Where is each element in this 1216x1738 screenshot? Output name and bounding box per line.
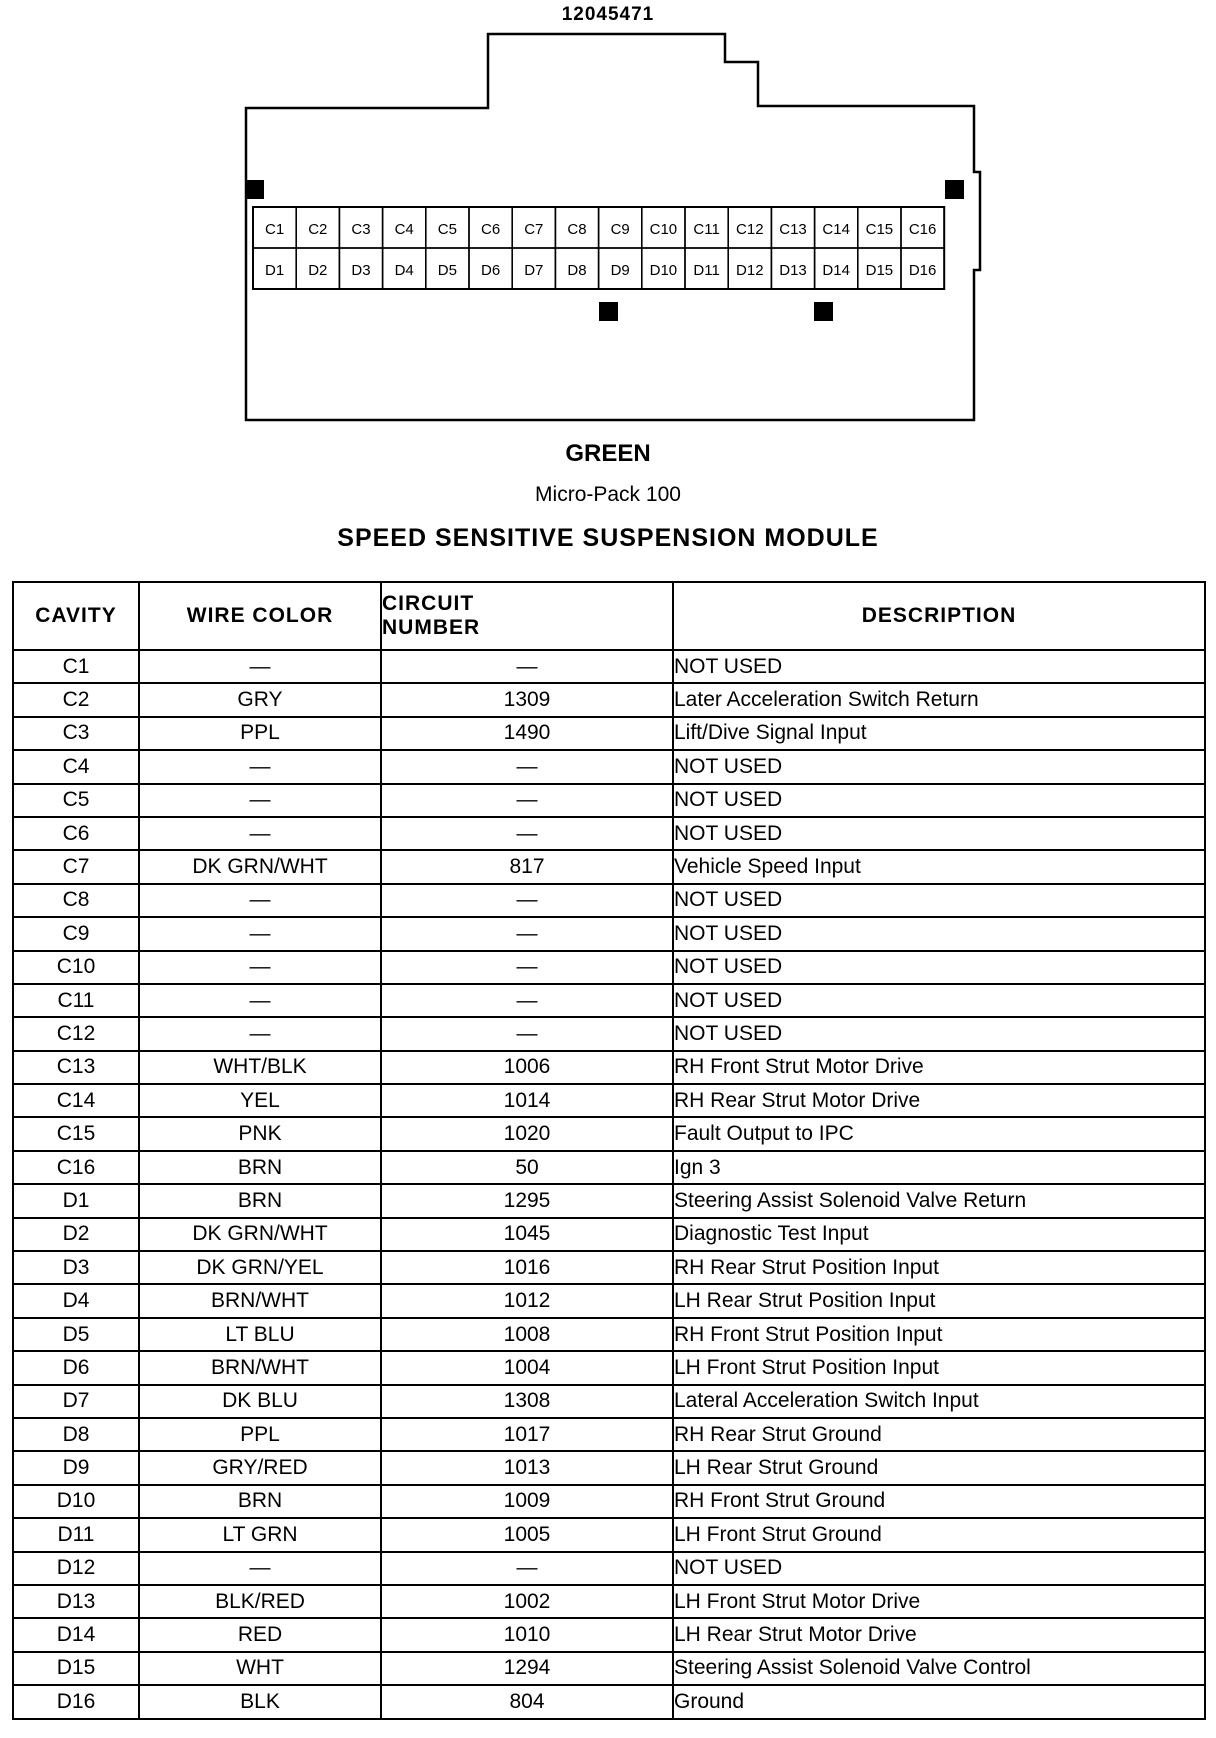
cell-wire-color: BLK/RED bbox=[139, 1585, 381, 1618]
cavity-label: C4 bbox=[394, 221, 414, 238]
table-row bbox=[13, 1418, 1205, 1451]
table-row bbox=[13, 884, 1205, 917]
cell-circuit-number: — bbox=[381, 984, 673, 1017]
cell-wire-color: WHT bbox=[139, 1652, 381, 1685]
cell-cavity: C2 bbox=[13, 683, 139, 716]
cell-cavity: D6 bbox=[13, 1351, 139, 1384]
cell-circuit-number: 1010 bbox=[381, 1618, 673, 1651]
cell-description: NOT USED bbox=[673, 984, 1205, 1017]
keying-post-top-left bbox=[245, 180, 264, 199]
table-row bbox=[13, 917, 1205, 950]
table-row bbox=[13, 650, 1205, 683]
cavity-label: D16 bbox=[908, 262, 937, 279]
table-row bbox=[13, 1318, 1205, 1351]
cell-circuit-number: 1002 bbox=[381, 1585, 673, 1618]
cavity-label: C3 bbox=[351, 221, 371, 238]
table-row bbox=[13, 1184, 1205, 1217]
cell-description: LH Rear Strut Ground bbox=[673, 1451, 1205, 1484]
cell-cavity: D9 bbox=[13, 1451, 139, 1484]
cell-wire-color: — bbox=[139, 984, 381, 1017]
cavity-label: C7 bbox=[524, 221, 544, 238]
cavity-label: C12 bbox=[736, 221, 764, 238]
cell-description: NOT USED bbox=[673, 951, 1205, 984]
cell-description: Lateral Acceleration Switch Input bbox=[673, 1385, 1205, 1418]
cell-circuit-number: — bbox=[381, 951, 673, 984]
cell-cavity: C5 bbox=[13, 784, 139, 817]
cell-wire-color: DK GRN/YEL bbox=[139, 1251, 381, 1284]
table-row bbox=[13, 683, 1205, 716]
table-row bbox=[13, 1618, 1205, 1651]
cell-description: NOT USED bbox=[673, 917, 1205, 950]
pinout-table bbox=[12, 581, 1206, 1720]
header-wire-color: WIRE COLOR bbox=[139, 582, 381, 650]
cell-description: RH Rear Strut Ground bbox=[673, 1418, 1205, 1451]
cell-description: Ign 3 bbox=[673, 1151, 1205, 1184]
cell-wire-color: — bbox=[139, 750, 381, 783]
cavity-label: D8 bbox=[567, 262, 587, 279]
cell-description: Ground bbox=[673, 1685, 1205, 1718]
keying-post-top-right bbox=[945, 180, 964, 199]
cell-circuit-number: — bbox=[381, 1552, 673, 1585]
cell-circuit-number: 1309 bbox=[381, 683, 673, 716]
table-row bbox=[13, 1051, 1205, 1084]
table-row bbox=[13, 1585, 1205, 1618]
cell-circuit-number: 1004 bbox=[381, 1351, 673, 1384]
table-row bbox=[13, 750, 1205, 783]
header-description: DESCRIPTION bbox=[673, 582, 1205, 650]
cell-circuit-number: 1006 bbox=[381, 1051, 673, 1084]
cavity-label: C2 bbox=[308, 221, 328, 238]
cell-wire-color: BRN bbox=[139, 1151, 381, 1184]
cell-circuit-number: 1009 bbox=[381, 1485, 673, 1518]
cell-description: RH Front Strut Position Input bbox=[673, 1318, 1205, 1351]
table-row bbox=[13, 1351, 1205, 1384]
cavity-label: C9 bbox=[610, 221, 630, 238]
cell-cavity: C16 bbox=[13, 1151, 139, 1184]
cell-cavity: C14 bbox=[13, 1084, 139, 1117]
table-row bbox=[13, 1485, 1205, 1518]
cell-wire-color: BRN/WHT bbox=[139, 1284, 381, 1317]
cavity-label: C1 bbox=[265, 221, 285, 238]
cell-description: LH Front Strut Motor Drive bbox=[673, 1585, 1205, 1618]
cell-wire-color: BLK bbox=[139, 1685, 381, 1718]
cell-cavity: D1 bbox=[13, 1184, 139, 1217]
cell-wire-color: — bbox=[139, 650, 381, 683]
table-row bbox=[13, 951, 1205, 984]
cell-cavity: C13 bbox=[13, 1051, 139, 1084]
cell-wire-color: BRN/WHT bbox=[139, 1351, 381, 1384]
cell-description: RH Rear Strut Position Input bbox=[673, 1251, 1205, 1284]
keying-post-bottom-right bbox=[814, 302, 833, 321]
cavity-label: C14 bbox=[822, 221, 850, 238]
cell-circuit-number: 1012 bbox=[381, 1284, 673, 1317]
table-row bbox=[13, 1385, 1205, 1418]
cell-cavity: D3 bbox=[13, 1251, 139, 1284]
cavity-label: C11 bbox=[693, 221, 720, 238]
cell-description: Steering Assist Solenoid Valve Control bbox=[673, 1652, 1205, 1685]
header-circuit-number: CIRCUIT NUMBER bbox=[381, 582, 673, 650]
table-row bbox=[13, 984, 1205, 1017]
cell-circuit-number: 1013 bbox=[381, 1451, 673, 1484]
cell-cavity: C6 bbox=[13, 817, 139, 850]
cell-cavity: D2 bbox=[13, 1218, 139, 1251]
cavity-label: D14 bbox=[822, 262, 850, 279]
cell-circuit-number: 1014 bbox=[381, 1084, 673, 1117]
cell-wire-color: — bbox=[139, 1017, 381, 1050]
cell-circuit-number: 1294 bbox=[381, 1652, 673, 1685]
cell-wire-color: PNK bbox=[139, 1117, 381, 1150]
cell-circuit-number: — bbox=[381, 817, 673, 850]
cell-wire-color: PPL bbox=[139, 717, 381, 750]
keying-post-bottom-left bbox=[599, 302, 618, 321]
cell-wire-color: RED bbox=[139, 1618, 381, 1651]
cell-description: NOT USED bbox=[673, 650, 1205, 683]
table-row bbox=[13, 1652, 1205, 1685]
cell-cavity: D4 bbox=[13, 1284, 139, 1317]
cell-circuit-number: 1017 bbox=[381, 1418, 673, 1451]
cell-circuit-number: 1308 bbox=[381, 1385, 673, 1418]
cell-cavity: D11 bbox=[13, 1518, 139, 1551]
cell-cavity: C10 bbox=[13, 951, 139, 984]
cell-wire-color: — bbox=[139, 1552, 381, 1585]
cell-wire-color: DK BLU bbox=[139, 1385, 381, 1418]
cavity-grid bbox=[253, 207, 944, 289]
cavity-label: D10 bbox=[649, 262, 678, 279]
cell-cavity: C15 bbox=[13, 1117, 139, 1150]
cell-cavity: D12 bbox=[13, 1552, 139, 1585]
cell-description: Diagnostic Test Input bbox=[673, 1218, 1205, 1251]
table-row bbox=[13, 1117, 1205, 1150]
cell-description: RH Front Strut Ground bbox=[673, 1485, 1205, 1518]
table-row bbox=[13, 1017, 1205, 1050]
cell-description: NOT USED bbox=[673, 817, 1205, 850]
table-row bbox=[13, 1284, 1205, 1317]
table-row bbox=[13, 1552, 1205, 1585]
cell-description: NOT USED bbox=[673, 750, 1205, 783]
cell-description: NOT USED bbox=[673, 1552, 1205, 1585]
cell-circuit-number: — bbox=[381, 750, 673, 783]
cell-description: LH Front Strut Position Input bbox=[673, 1351, 1205, 1384]
cell-description: Lift/Dive Signal Input bbox=[673, 717, 1205, 750]
cell-circuit-number: 1008 bbox=[381, 1318, 673, 1351]
cell-circuit-number: — bbox=[381, 884, 673, 917]
cell-cavity: D8 bbox=[13, 1418, 139, 1451]
cell-circuit-number: 1020 bbox=[381, 1117, 673, 1150]
cell-cavity: C12 bbox=[13, 1017, 139, 1050]
cell-cavity: D14 bbox=[13, 1618, 139, 1651]
table-header-row bbox=[13, 582, 1205, 650]
cavity-label: D4 bbox=[394, 262, 414, 279]
table-row bbox=[13, 1251, 1205, 1284]
cell-description: RH Front Strut Motor Drive bbox=[673, 1051, 1205, 1084]
cell-circuit-number: 1295 bbox=[381, 1184, 673, 1217]
header-cavity: CAVITY bbox=[13, 582, 139, 650]
cell-wire-color: GRY bbox=[139, 683, 381, 716]
connector-type: Micro-Pack 100 bbox=[535, 483, 681, 506]
cell-description: Fault Output to IPC bbox=[673, 1117, 1205, 1150]
cell-cavity: D7 bbox=[13, 1385, 139, 1418]
cell-cavity: C4 bbox=[13, 750, 139, 783]
connector-color: GREEN bbox=[565, 440, 651, 467]
cavity-label: D12 bbox=[736, 262, 764, 279]
cell-cavity: D10 bbox=[13, 1485, 139, 1518]
cavity-label: D5 bbox=[437, 262, 457, 279]
cell-wire-color: — bbox=[139, 951, 381, 984]
cell-wire-color: — bbox=[139, 817, 381, 850]
connector-face-diagram bbox=[0, 0, 1216, 440]
cavity-label: D6 bbox=[481, 262, 501, 279]
table-row bbox=[13, 1084, 1205, 1117]
cavity-label: C16 bbox=[908, 221, 937, 238]
cell-cavity: C9 bbox=[13, 917, 139, 950]
cell-description: NOT USED bbox=[673, 1017, 1205, 1050]
table-row bbox=[13, 1151, 1205, 1184]
cell-circuit-number: — bbox=[381, 784, 673, 817]
table-row bbox=[13, 1451, 1205, 1484]
cell-wire-color: GRY/RED bbox=[139, 1451, 381, 1484]
cavity-label: D2 bbox=[308, 262, 328, 279]
cell-circuit-number: 817 bbox=[381, 850, 673, 883]
cell-wire-color: DK GRN/WHT bbox=[139, 1218, 381, 1251]
cell-description: Steering Assist Solenoid Valve Return bbox=[673, 1184, 1205, 1217]
cell-description: Vehicle Speed Input bbox=[673, 850, 1205, 883]
cell-cavity: D5 bbox=[13, 1318, 139, 1351]
module-title: SPEED SENSITIVE SUSPENSION MODULE bbox=[337, 524, 879, 552]
table-row bbox=[13, 784, 1205, 817]
cavity-label: C5 bbox=[437, 221, 457, 238]
cell-description: RH Rear Strut Motor Drive bbox=[673, 1084, 1205, 1117]
cell-circuit-number: — bbox=[381, 650, 673, 683]
cell-wire-color: LT GRN bbox=[139, 1518, 381, 1551]
cell-wire-color: LT BLU bbox=[139, 1318, 381, 1351]
cell-circuit-number: 1005 bbox=[381, 1518, 673, 1551]
cavity-label: D15 bbox=[865, 262, 894, 279]
table-row bbox=[13, 850, 1205, 883]
cell-cavity: D13 bbox=[13, 1585, 139, 1618]
cell-wire-color: PPL bbox=[139, 1418, 381, 1451]
table-row bbox=[13, 717, 1205, 750]
cavity-label: D1 bbox=[265, 262, 285, 279]
cell-cavity: C3 bbox=[13, 717, 139, 750]
table-row bbox=[13, 1518, 1205, 1551]
cell-circuit-number: 50 bbox=[381, 1151, 673, 1184]
cell-circuit-number: — bbox=[381, 1017, 673, 1050]
cell-description: LH Rear Strut Position Input bbox=[673, 1284, 1205, 1317]
cell-circuit-number: 804 bbox=[381, 1685, 673, 1718]
cavity-label: D11 bbox=[693, 262, 720, 279]
cell-wire-color: DK GRN/WHT bbox=[139, 850, 381, 883]
cell-wire-color: BRN bbox=[139, 1184, 381, 1217]
table-row bbox=[13, 817, 1205, 850]
table-row bbox=[13, 1685, 1205, 1718]
cell-cavity: D15 bbox=[13, 1652, 139, 1685]
cell-wire-color: WHT/BLK bbox=[139, 1051, 381, 1084]
cell-cavity: C8 bbox=[13, 884, 139, 917]
cavity-label: D9 bbox=[610, 262, 630, 279]
cell-circuit-number: 1490 bbox=[381, 717, 673, 750]
cell-cavity: D16 bbox=[13, 1685, 139, 1718]
cavity-label: C13 bbox=[779, 221, 807, 238]
cell-description: LH Front Strut Ground bbox=[673, 1518, 1205, 1551]
cell-description: LH Rear Strut Motor Drive bbox=[673, 1618, 1205, 1651]
cavity-label: C8 bbox=[567, 221, 587, 238]
cell-description: NOT USED bbox=[673, 784, 1205, 817]
cell-wire-color: BRN bbox=[139, 1485, 381, 1518]
cavity-label: D7 bbox=[524, 262, 544, 279]
cell-description: NOT USED bbox=[673, 884, 1205, 917]
cavity-label: D3 bbox=[351, 262, 371, 279]
cell-wire-color: YEL bbox=[139, 1084, 381, 1117]
cell-circuit-number: 1016 bbox=[381, 1251, 673, 1284]
cavity-label: C10 bbox=[649, 221, 678, 238]
cell-description: Later Acceleration Switch Return bbox=[673, 683, 1205, 716]
cell-cavity: C1 bbox=[13, 650, 139, 683]
cell-circuit-number: — bbox=[381, 917, 673, 950]
cavity-label: C6 bbox=[481, 221, 501, 238]
cell-wire-color: — bbox=[139, 884, 381, 917]
cell-wire-color: — bbox=[139, 784, 381, 817]
cell-circuit-number: 1045 bbox=[381, 1218, 673, 1251]
cell-cavity: C11 bbox=[13, 984, 139, 1017]
table-row bbox=[13, 1218, 1205, 1251]
cell-cavity: C7 bbox=[13, 850, 139, 883]
cell-wire-color: — bbox=[139, 917, 381, 950]
cavity-label: D13 bbox=[779, 262, 807, 279]
connector-part-number: 12045471 bbox=[561, 4, 655, 25]
cavity-label: C15 bbox=[865, 221, 894, 238]
